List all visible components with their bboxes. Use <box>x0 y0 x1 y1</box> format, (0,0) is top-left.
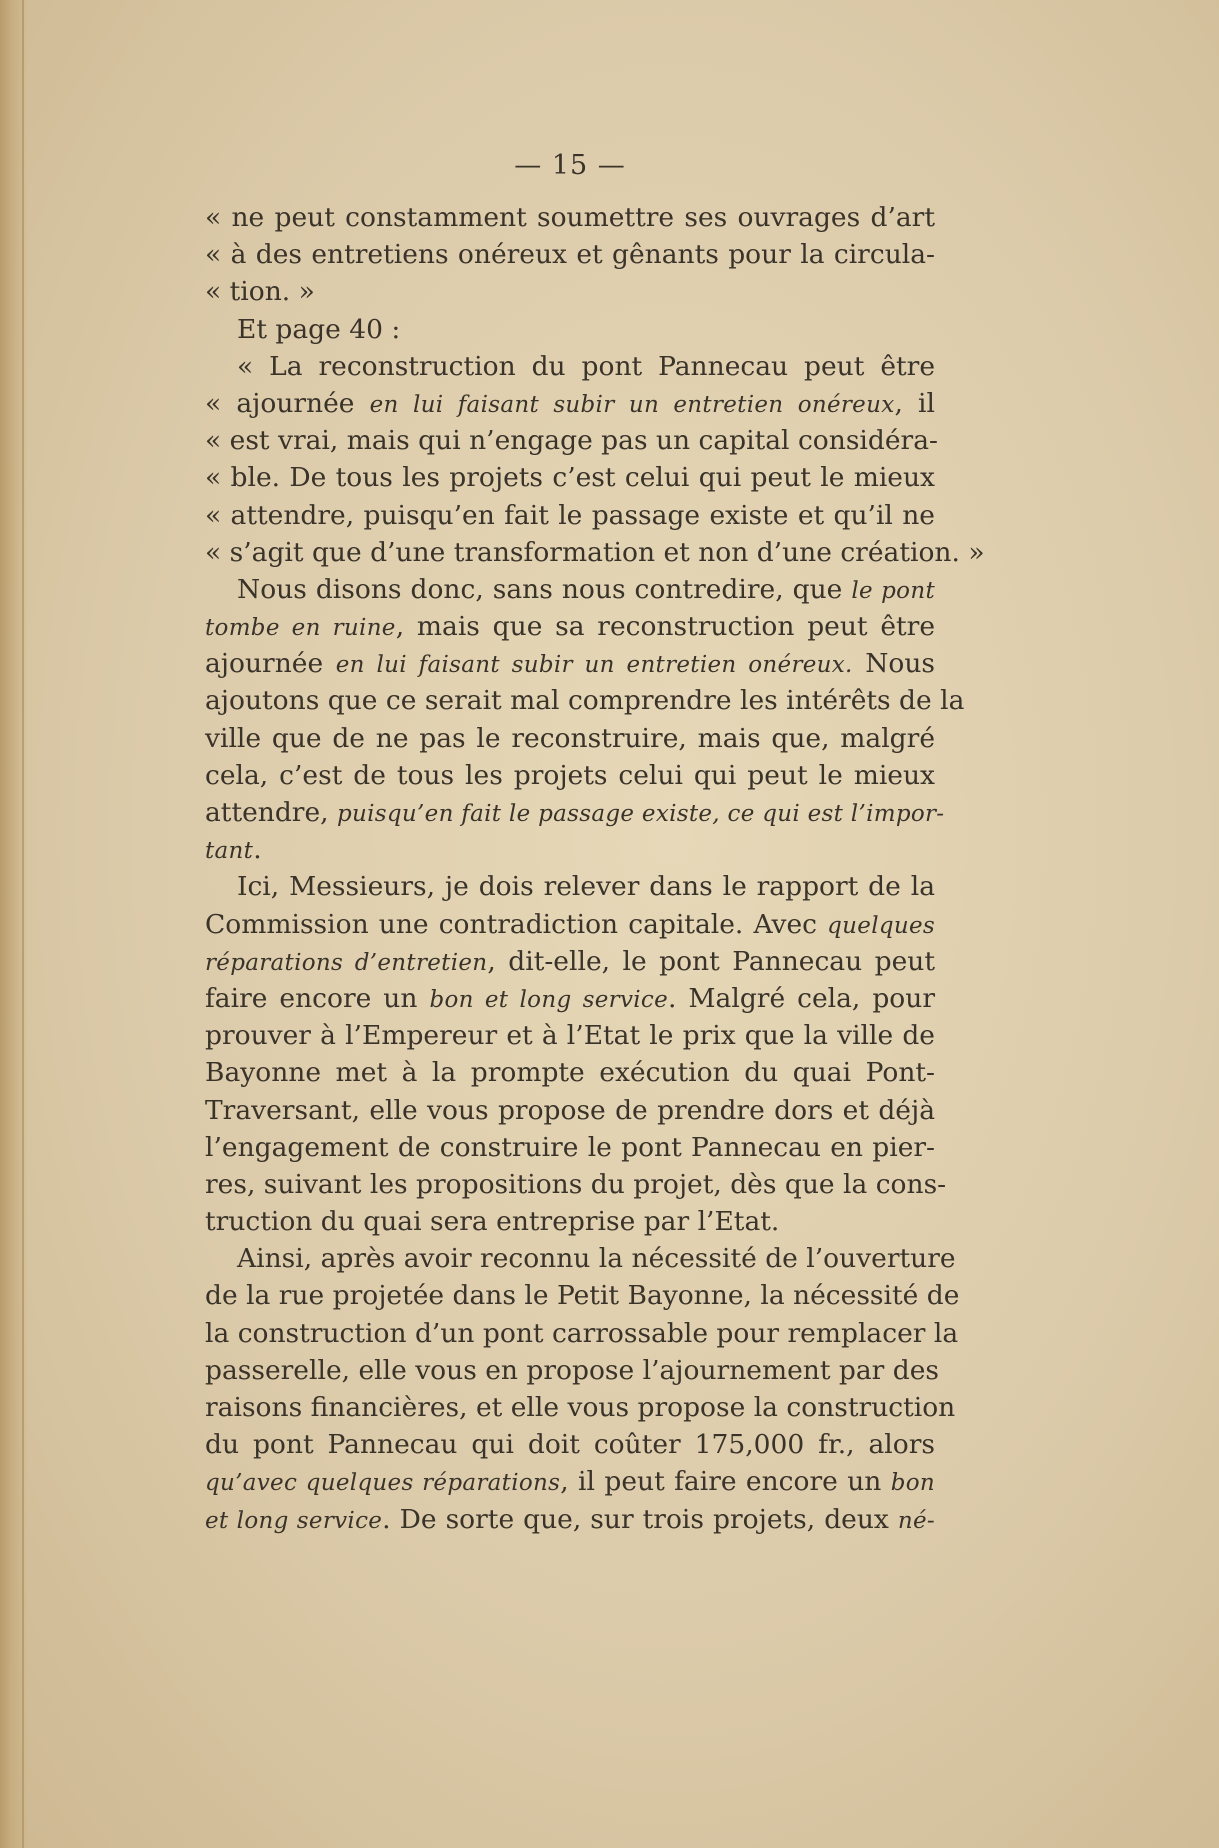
text-run: raisons financières, et elle vous propose la construction <box>205 1392 956 1423</box>
text-line <box>205 1054 935 1091</box>
text-run: Bayonne met à la prompte exécution du quai Pont- <box>205 1057 935 1089</box>
italic-text-run: bon et long service <box>429 986 668 1013</box>
text-line <box>205 497 935 534</box>
text-run: . De sorte que, sur trois projets, deux <box>382 1503 898 1535</box>
text-run: « s’agit que d’une transformation et non d’une création. » <box>205 536 985 568</box>
text-line <box>205 273 935 310</box>
italic-text-run: en lui faisant subir un entretien onéreux. <box>335 652 853 679</box>
page-text <box>205 150 985 1538</box>
italic-text-run: et long service <box>205 1507 383 1534</box>
italic-text-run: puisqu’en fait le passage existe, ce qui est l’impor- <box>337 801 945 827</box>
text-line <box>205 645 935 682</box>
text-line <box>205 1501 935 1538</box>
italic-text-run: quelques <box>827 912 935 939</box>
text-run: « tion. » <box>205 276 315 308</box>
text-run: , il <box>894 387 935 419</box>
text-line <box>205 571 935 608</box>
text-line <box>205 943 935 980</box>
text-line <box>205 1463 935 1500</box>
text-line <box>205 348 935 385</box>
text-run: Nous <box>852 648 936 680</box>
text-line <box>205 385 935 422</box>
page-number: — 15 — <box>514 150 626 181</box>
text-line <box>205 1092 935 1129</box>
text-line <box>205 980 935 1017</box>
text-line <box>205 1426 935 1463</box>
text-line <box>205 199 935 236</box>
text-line <box>205 1240 956 1277</box>
text-run: ville que de ne pas le reconstruire, mais que, malgré <box>205 722 935 754</box>
text-run: , il peut faire encore un <box>560 1466 891 1498</box>
text-line <box>205 311 935 348</box>
text-line <box>205 1166 947 1203</box>
italic-text-run: le pont <box>851 577 935 604</box>
text-run: cela, c’est de tous les projets celui qui peut le mieux <box>205 759 935 791</box>
text-line <box>205 1017 935 1054</box>
text-run: ajournée <box>205 648 336 680</box>
text-run: « à des entretiens onéreux et gênants pour la circula- <box>205 239 935 271</box>
text-run: du pont Pannecau qui doit coûter 175,000 fr., alors <box>205 1429 935 1461</box>
text-line <box>205 757 935 794</box>
italic-text-run: réparations d’entretien <box>205 949 488 976</box>
text-run: Traversant, elle vous propose de prendre dors et déjà <box>205 1094 935 1126</box>
text-run: faire encore un <box>205 982 430 1014</box>
text-run: ajoutons que ce serait mal comprendre les intérêts de la <box>205 685 965 717</box>
text-line <box>205 1129 935 1166</box>
text-run: passerelle, elle vous en propose l’ajournement par des <box>205 1354 940 1386</box>
text-line <box>205 1277 960 1314</box>
italic-text-run: tant <box>205 838 254 865</box>
italic-text-run: bon <box>890 1470 935 1497</box>
text-run: res, suivant les propositions du projet, dès que la cons- <box>205 1168 947 1200</box>
italic-text-run: né- <box>897 1507 935 1534</box>
text-line <box>205 1315 959 1352</box>
text-run: « La reconstruction du pont Pannecau peut être <box>237 350 935 382</box>
text-run: l’engagement de construire le pont Pannecau en pier- <box>205 1131 935 1163</box>
text-run: , dit-elle, le pont Pannecau peut <box>487 945 935 977</box>
italic-text-run: en lui faisant subir un entretien onéreux <box>369 391 895 418</box>
text-run: « ajournée <box>205 387 370 419</box>
italic-text-run: qu’avec quelques réparations <box>205 1470 561 1497</box>
text-run: Ainsi, après avoir reconnu la nécessité de l’ouverture <box>237 1243 956 1275</box>
text-run: truction du quai sera entreprise par l’Etat. <box>205 1206 780 1238</box>
text-run: « est vrai, mais qui n’engage pas un capital considéra- <box>205 425 938 457</box>
text-line <box>205 906 935 943</box>
text-run: Ici, Messieurs, je dois relever dans le rapport de la <box>237 871 935 903</box>
text-run: Commission une contradiction capitale. Avec <box>205 908 828 940</box>
text-line <box>205 534 985 571</box>
text-line <box>205 608 935 645</box>
text-line <box>205 868 935 905</box>
text-run: de la rue projetée dans le Petit Bayonne, la nécessité de <box>205 1280 960 1312</box>
text-line <box>205 422 938 459</box>
text-run: Nous disons donc, sans nous contredire, que <box>237 573 852 605</box>
text-line <box>205 720 935 757</box>
text-run: prouver à l’Empereur et à l’Etat le prix que la ville de <box>205 1020 935 1052</box>
text-line <box>205 459 935 496</box>
text-run: attendre, <box>205 797 338 828</box>
text-line <box>205 1352 940 1389</box>
text-line <box>205 1389 956 1426</box>
text-run: Et page 40 : <box>237 313 401 345</box>
text-line <box>205 236 935 273</box>
text-line <box>205 794 945 831</box>
body-text <box>205 199 985 1538</box>
text-line <box>205 1203 935 1240</box>
text-line <box>205 831 935 868</box>
text-run: « ne peut constamment soumettre ses ouvrages d’art <box>205 202 935 233</box>
italic-text-run: tombe en ruine <box>205 615 396 642</box>
text-run: . <box>253 834 262 866</box>
text-run: « attendre, puisqu’en fait le passage existe et qu’il ne <box>205 499 935 531</box>
text-line <box>205 682 965 719</box>
spine-fold-line <box>22 0 24 1848</box>
text-run: . Malgré cela, pour <box>668 982 935 1014</box>
text-run: , mais que sa reconstruction peut être <box>395 611 935 643</box>
text-run: « ble. De tous les projets c’est celui qui peut le mieux <box>205 462 935 494</box>
text-run: la construction d’un pont carrossable pour remplacer la <box>205 1317 959 1349</box>
